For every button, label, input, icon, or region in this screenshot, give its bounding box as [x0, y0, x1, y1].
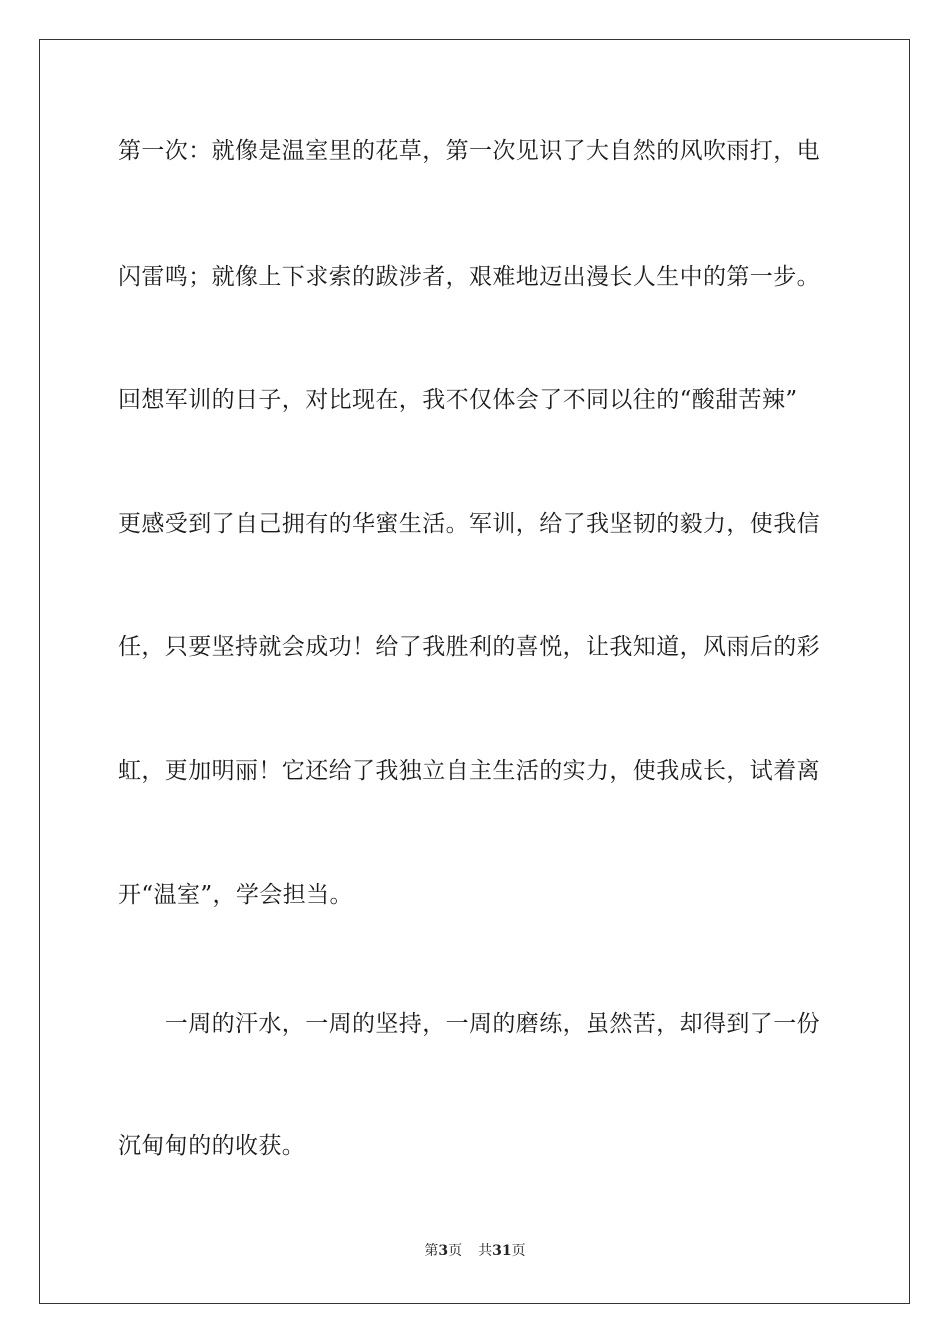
page-number-prefix: 第: [424, 1243, 439, 1259]
page-number: 3: [438, 1243, 449, 1259]
body-line-2: 闪雷鸣；就像上下求索的跋涉者，艰难地迈出漫长人生中的第一步。: [118, 264, 820, 290]
page-border: [39, 39, 910, 1304]
body-line-7: 开“温室”，学会担当。: [118, 882, 353, 908]
body-line-8: 一周的汗水，一周的坚持，一周的磨练，虽然苦，却得到了一份: [118, 1011, 820, 1037]
total-pages: 31: [492, 1243, 512, 1259]
total-pages-prefix: 共: [478, 1243, 493, 1259]
body-line-5: 任，只要坚持就会成功！给了我胜利的喜悦，让我知道，风雨后的彩: [118, 634, 820, 660]
body-line-9: 沉甸甸的的收获。: [118, 1133, 306, 1159]
page-footer: [0, 1242, 950, 1260]
page-number-suffix: 页: [448, 1243, 463, 1259]
body-line-4: 更感受到了自己拥有的华蜜生活。军训，给了我坚韧的毅力，使我信: [118, 511, 820, 537]
body-line-3: 回想军训的日子，对比现在，我不仅体会了不同以往的“酸甜苦辣”: [118, 387, 798, 413]
body-line-6: 虹，更加明丽！它还给了我独立自主生活的实力，使我成长，试着离: [118, 758, 820, 784]
total-pages-suffix: 页: [511, 1243, 526, 1259]
body-line-1: 第一次：就像是温室里的花草，第一次见识了大自然的风吹雨打，电: [118, 138, 820, 164]
